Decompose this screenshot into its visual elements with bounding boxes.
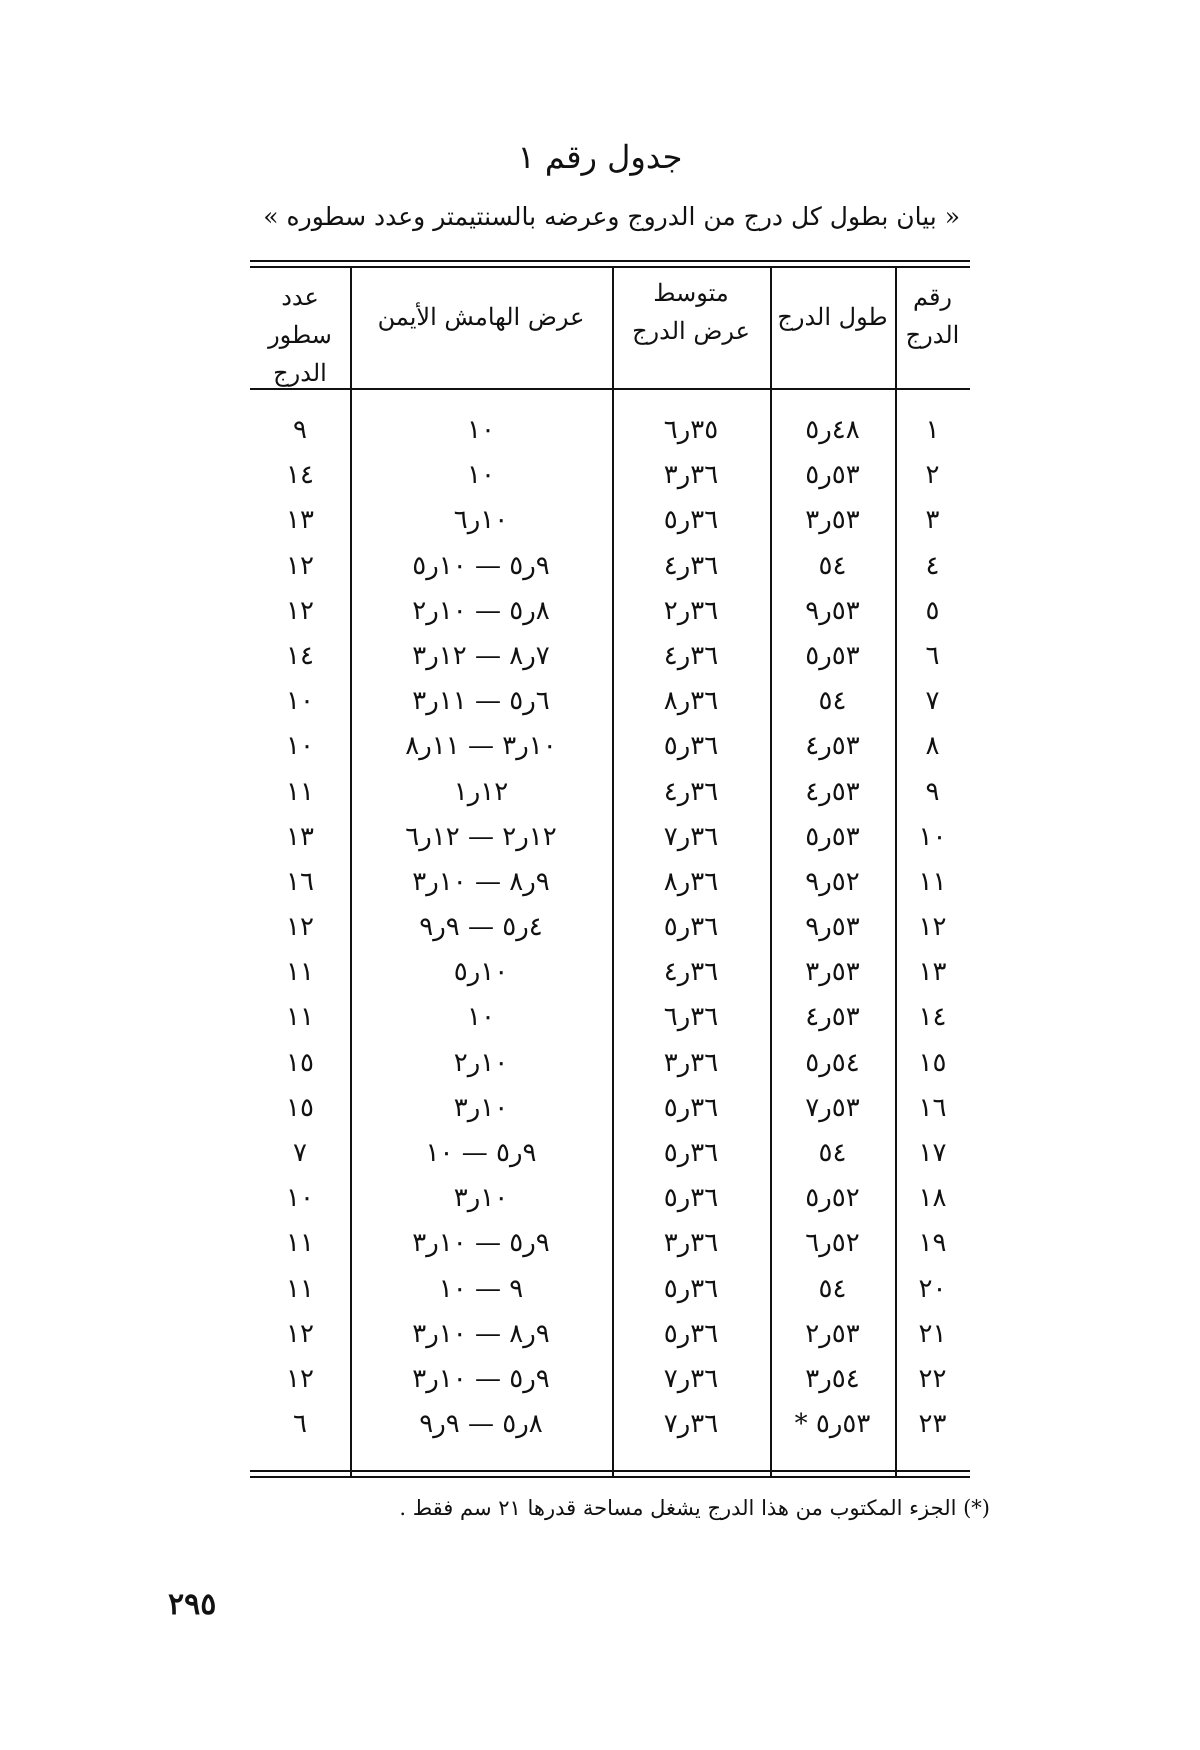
row-number-cell: ٨ (925, 731, 940, 762)
avg-width-cell: ٣٦ر٥ (663, 1273, 719, 1304)
line-count-cell: ٦ (293, 1409, 307, 1440)
table-row (250, 1131, 970, 1176)
header-right-margin (350, 298, 612, 336)
length-cell: ٥٤ (818, 686, 847, 717)
avg-width-cell: ٣٦ر٥ (663, 505, 719, 536)
margin-cell: ٩ر٥ — ١٠ر٣ (412, 1228, 550, 1259)
length-cell: ٥٣ر٥ (805, 640, 860, 671)
margin-cell: ٤ر٥ — ٩ر٩ (419, 912, 543, 943)
row-number-cell: ٥ (925, 595, 940, 626)
row-number-cell: ١٨ (918, 1183, 947, 1214)
row-number-cell: ١ (925, 415, 940, 445)
table-row (250, 1176, 970, 1221)
margin-cell: ١٠ (467, 460, 495, 491)
table-row (250, 1312, 970, 1357)
table-row (250, 679, 970, 724)
line-count-cell: ١٣ (286, 821, 314, 852)
bottom-rule (250, 1476, 970, 1478)
avg-width-cell: ٣٦ر٨ (663, 686, 719, 717)
header-text: عرض الهامش الأيمن (377, 303, 585, 331)
line-count-cell: ١٢ (286, 595, 314, 626)
avg-width-cell: ٣٦ر٤ (663, 957, 719, 988)
header-text: الدرج (273, 359, 327, 387)
length-cell: ٥٤ (818, 1138, 847, 1168)
table-row (250, 1041, 970, 1086)
row-number-cell: ٢٢ (918, 1363, 947, 1394)
margin-cell: ١٠ (467, 415, 495, 445)
length-cell: ٥٣ر٢ (805, 1318, 860, 1349)
line-count-cell: ١١ (286, 1002, 314, 1033)
table-row (250, 544, 970, 589)
row-number-cell: ٣ (925, 505, 940, 536)
row-number-cell: ١٥ (918, 1047, 947, 1078)
table-row (250, 860, 970, 905)
margin-cell: ٩ر٥ — ١٠ر٣ (412, 1363, 550, 1394)
table-row (250, 905, 970, 950)
line-count-cell: ١٦ (286, 866, 314, 897)
row-number-cell: ٢ (925, 460, 940, 491)
margin-cell: ١٢ر١ (453, 776, 509, 807)
margin-cell: ٨ر٥ — ٩ر٩ (419, 1409, 543, 1440)
row-number-cell: ٧ (925, 686, 940, 717)
margin-cell: ١٠ر٣ — ١١ر٨ (405, 731, 557, 762)
header-text: الدرج (905, 321, 960, 349)
header-line-count (250, 278, 350, 392)
table-row (250, 589, 970, 634)
length-cell: ٥٣ر٥ (805, 460, 860, 491)
avg-width-cell: ٣٦ر٣ (663, 1228, 719, 1259)
length-cell: ٥٣ر٤ (805, 731, 860, 762)
length-cell: ٥٣ر٩ (805, 912, 860, 943)
page-number: ٢٩٥ (168, 1587, 217, 1622)
data-table (250, 260, 970, 1478)
margin-cell: ٩ر٨ — ١٠ر٣ (412, 1318, 550, 1349)
header-rule (250, 388, 970, 390)
line-count-cell: ٩ (293, 415, 307, 445)
line-count-cell: ٧ (293, 1138, 307, 1168)
row-number-cell: ١٣ (918, 957, 947, 988)
line-count-cell: ١١ (286, 1273, 314, 1304)
table-subtitle: « بيان بطول كل درج من الدروج وعرضه بالسنتيمتر وعدد سطوره » (263, 202, 960, 231)
margin-cell: ١٠ر٣ (453, 1183, 509, 1214)
table-row (250, 770, 970, 815)
avg-width-cell: ٣٦ر٧ (663, 821, 719, 852)
avg-width-cell: ٣٦ر٤ (663, 776, 719, 807)
table-row (250, 815, 970, 860)
line-count-cell: ١٠ (286, 1183, 314, 1214)
line-count-cell: ١٢ (286, 1318, 314, 1349)
length-cell: ٥٣ر٤ (805, 1002, 860, 1033)
margin-cell: ١٠ر٢ (453, 1047, 509, 1078)
row-number-cell: ٦ (925, 640, 940, 671)
margin-cell: ٩ر٥ — ١٠ (425, 1138, 537, 1168)
length-cell: ٥٢ر٩ (805, 866, 860, 897)
margin-cell: ١٢ر٢ — ١٢ر٦ (405, 821, 557, 852)
length-cell: ٥٣ر٧ (805, 1092, 860, 1123)
length-cell: ٥٣ر٣ (805, 957, 860, 988)
row-number-cell: ٢١ (918, 1318, 947, 1349)
table-row (250, 1267, 970, 1312)
margin-cell: ١٠ر٦ (453, 505, 509, 536)
length-cell: ٥٣ر٤ (805, 776, 860, 807)
length-cell: ٥٣ر٥ (805, 821, 860, 852)
table-row (250, 1402, 970, 1447)
row-number-cell: ١٩ (918, 1228, 947, 1259)
table-row (250, 724, 970, 769)
avg-width-cell: ٣٦ر٥ (663, 1183, 719, 1214)
line-count-cell: ١٢ (286, 550, 314, 581)
line-count-cell: ١٢ (286, 912, 314, 943)
header-text: متوسط (653, 279, 729, 307)
table-body (250, 408, 970, 1447)
table-row (250, 498, 970, 543)
table-row (250, 634, 970, 679)
avg-width-cell: ٣٦ر٥ (663, 1092, 719, 1123)
margin-cell: ٨ر٥ — ١٠ر٢ (412, 595, 550, 626)
margin-cell: ١٠ (467, 1002, 495, 1033)
margin-cell: ٧ر٨ — ١٢ر٣ (412, 640, 550, 671)
table-title: جدول رقم ١ (517, 138, 683, 176)
avg-width-cell: ٣٦ر٧ (663, 1363, 719, 1394)
length-cell: ٥٣ر٩ (805, 595, 860, 626)
table-row (250, 453, 970, 498)
table-row (250, 995, 970, 1040)
row-number-cell: ٢٠ (918, 1273, 947, 1304)
header-text: رقم (912, 283, 953, 311)
avg-width-cell: ٣٦ر٥ (663, 1318, 719, 1349)
length-cell: ٥٣ر٥ * (794, 1409, 871, 1440)
avg-width-cell: ٣٦ر٧ (663, 1409, 719, 1440)
line-count-cell: ١٤ (286, 460, 314, 491)
margin-cell: ٩ — ١٠ (438, 1273, 524, 1304)
avg-width-cell: ٣٦ر٥ (663, 912, 719, 943)
row-number-cell: ٢٣ (918, 1409, 947, 1440)
header-text: عرض الدرج (632, 317, 750, 345)
length-cell: ٥٣ر٣ (805, 505, 860, 536)
avg-width-cell: ٣٦ر٨ (663, 866, 719, 897)
line-count-cell: ١١ (286, 957, 314, 988)
header-text: طول الدرج (777, 303, 888, 331)
top-rule (250, 260, 970, 262)
margin-cell: ٦ر٥ — ١١ر٣ (412, 686, 550, 717)
margin-cell: ١٠ر٣ (453, 1092, 509, 1123)
avg-width-cell: ٣٦ر٦ (663, 1002, 719, 1033)
length-cell: ٥٤ (818, 1273, 847, 1304)
line-count-cell: ١١ (286, 1228, 314, 1259)
length-cell: ٥٤ (818, 550, 847, 581)
top-rule (250, 266, 970, 268)
row-number-cell: ١٦ (918, 1092, 947, 1123)
length-cell: ٥٤ر٥ (805, 1047, 860, 1078)
avg-width-cell: ٣٦ر٥ (663, 1138, 719, 1168)
avg-width-cell: ٣٦ر٢ (663, 595, 719, 626)
table-row (250, 1221, 970, 1266)
avg-width-cell: ٣٥ر٦ (663, 415, 719, 445)
footnote: (*) الجزء المكتوب من هذا الدرج يشغل مساحة قدرها ٢١ سم فقط . (399, 1496, 990, 1520)
length-cell: ٥٢ر٦ (805, 1228, 860, 1259)
row-number-cell: ٩ (925, 776, 940, 807)
avg-width-cell: ٣٦ر٤ (663, 550, 719, 581)
table-row (250, 408, 970, 453)
header-length (770, 298, 895, 336)
length-cell: ٥٢ر٥ (805, 1183, 860, 1214)
bottom-rule (250, 1470, 970, 1472)
row-number-cell: ٤ (925, 550, 940, 581)
row-number-cell: ١٠ (918, 821, 947, 852)
row-number-cell: ١٤ (918, 1002, 947, 1033)
line-count-cell: ١٠ (286, 686, 314, 717)
margin-cell: ٩ر٨ — ١٠ر٣ (412, 866, 550, 897)
row-number-cell: ١٢ (918, 912, 947, 943)
line-count-cell: ١٠ (286, 731, 314, 762)
table-row (250, 950, 970, 995)
line-count-cell: ١١ (286, 776, 314, 807)
length-cell: ٥٤ر٣ (805, 1363, 860, 1394)
margin-cell: ٩ر٥ — ١٠ر٥ (412, 550, 550, 581)
avg-width-cell: ٣٦ر٣ (663, 1047, 719, 1078)
row-number-cell: ١١ (918, 866, 947, 897)
row-number-cell: ١٧ (918, 1138, 947, 1168)
table-row (250, 1086, 970, 1131)
length-cell: ٤٨ر٥ (805, 415, 860, 445)
avg-width-cell: ٣٦ر٥ (663, 731, 719, 762)
line-count-cell: ١٥ (286, 1047, 314, 1078)
header-avg-width (612, 274, 770, 350)
header-text: عدد سطور (268, 283, 332, 349)
header-row-number (895, 278, 970, 354)
avg-width-cell: ٣٦ر٣ (663, 460, 719, 491)
line-count-cell: ١٣ (286, 505, 314, 536)
margin-cell: ١٠ر٥ (453, 957, 509, 988)
table-row (250, 1357, 970, 1402)
line-count-cell: ١٢ (286, 1363, 314, 1394)
line-count-cell: ١٥ (286, 1092, 314, 1123)
line-count-cell: ١٤ (286, 640, 314, 671)
avg-width-cell: ٣٦ر٤ (663, 640, 719, 671)
